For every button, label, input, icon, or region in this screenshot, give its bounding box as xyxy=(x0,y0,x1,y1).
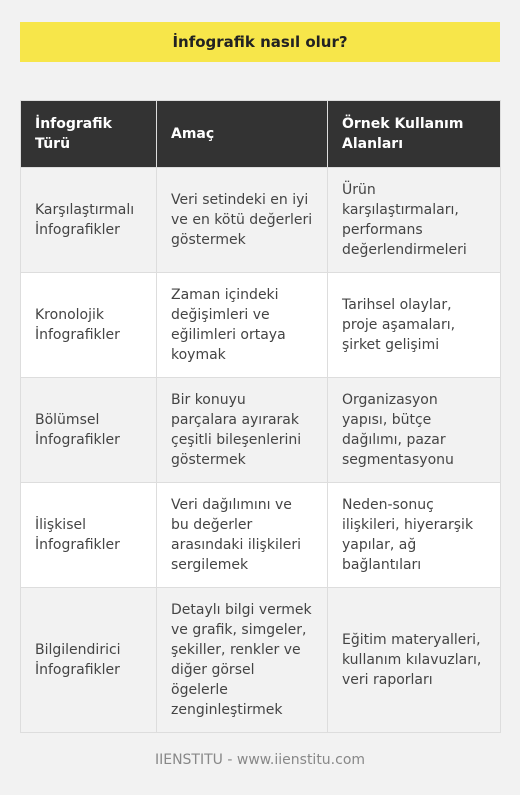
page-title xyxy=(20,22,500,62)
cell-type: Bilgilendirici İnfografikler xyxy=(21,588,157,733)
cell-purpose: Veri setindeki en iyi ve en kötü değerleri göstermek xyxy=(157,168,328,273)
cell-usage: Ürün karşılaştırmaları, performans değerlendirmeleri xyxy=(328,168,501,273)
table-row xyxy=(21,588,501,733)
cell-usage: Neden-sonuç ilişkileri, hiyerarşik yapılar, ağ bağlantıları xyxy=(328,483,501,588)
cell-purpose: Detaylı bilgi vermek ve grafik, simgeler, şekiller, renkler ve diğer görsel ögelerle zenginleştirmek xyxy=(157,588,328,733)
table-row xyxy=(21,378,501,483)
table-row xyxy=(21,168,501,273)
table-row xyxy=(21,273,501,378)
cell-purpose: Bir konuyu parçalara ayırarak çeşitli bileşenlerini göstermek xyxy=(157,378,328,483)
cell-purpose: Veri dağılımını ve bu değerler arasındaki ilişkileri sergilemek xyxy=(157,483,328,588)
table-header-row xyxy=(21,101,501,168)
table-row xyxy=(21,483,501,588)
cell-purpose: Zaman içindeki değişimleri ve eğilimleri ortaya koymak xyxy=(157,273,328,378)
cell-type: Bölümsel İnfografikler xyxy=(21,378,157,483)
cell-type: İlişkisel İnfografikler xyxy=(21,483,157,588)
infographic-types-table xyxy=(20,100,501,733)
cell-usage: Eğitim materyalleri, kullanım kılavuzları, veri raporları xyxy=(328,588,501,733)
column-header-type: İnfografik Türü xyxy=(21,101,157,168)
footer-credit: IIENSTITU - www.iienstitu.com xyxy=(154,752,366,768)
column-header-usage: Örnek Kullanım Alanları xyxy=(328,101,501,168)
column-header-purpose: Amaç xyxy=(157,101,328,168)
page-title-text: İnfografik nasıl olur? xyxy=(172,33,348,51)
cell-type: Kronolojik İnfografikler xyxy=(21,273,157,378)
cell-usage: Tarihsel olaylar, proje aşamaları, şirket gelişimi xyxy=(328,273,501,378)
cell-usage: Organizasyon yapısı, bütçe dağılımı, pazar segmentasyonu xyxy=(328,378,501,483)
cell-type: Karşılaştırmalı İnfografikler xyxy=(21,168,157,273)
